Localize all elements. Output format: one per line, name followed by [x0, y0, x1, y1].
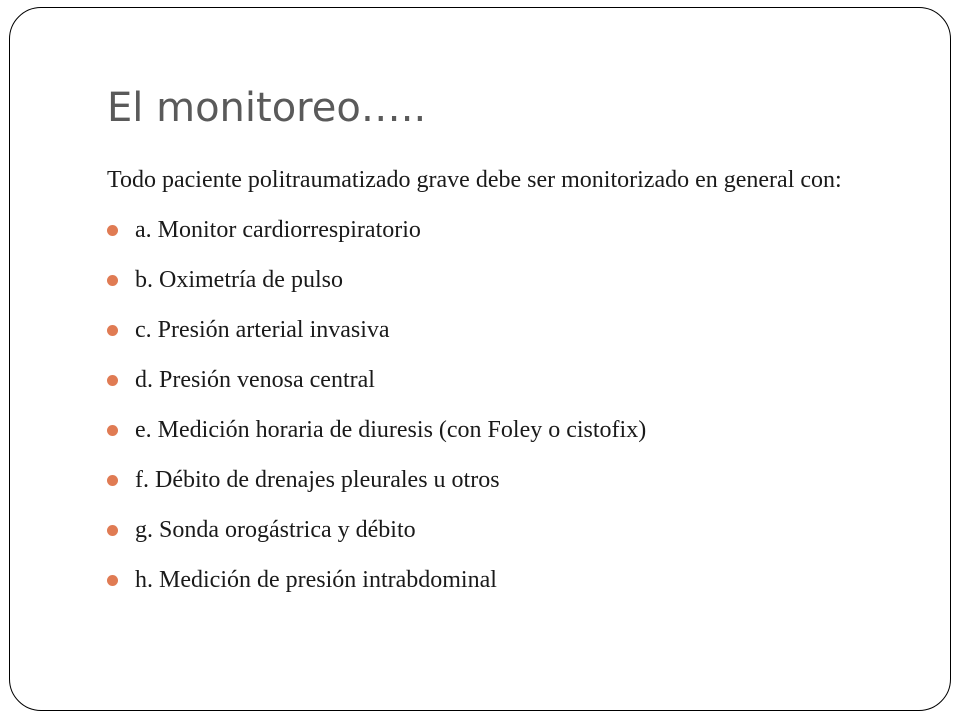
- list-item: [107, 562, 897, 598]
- list-item: [107, 312, 897, 348]
- list-item-text: h. Medición de presión intrabdominal: [135, 567, 497, 593]
- slide-body: [107, 162, 897, 598]
- bullet-icon: [107, 525, 118, 536]
- list-item: [107, 362, 897, 398]
- list-item-text: f. Débito de drenajes pleurales u otros: [135, 467, 500, 493]
- bullet-icon: [107, 575, 118, 586]
- monitoring-list: [107, 212, 897, 598]
- bullet-icon: [107, 225, 118, 236]
- bullet-icon: [107, 375, 118, 386]
- list-item-text: e. Medición horaria de diuresis (con Foley o cistofix): [135, 417, 647, 443]
- list-item: [107, 512, 897, 548]
- list-item-text: c. Presión arterial invasiva: [135, 317, 390, 343]
- bullet-icon: [107, 325, 118, 336]
- bullet-icon: [107, 475, 118, 486]
- slide-title: El monitoreo…..: [107, 85, 427, 131]
- list-item: [107, 212, 897, 248]
- list-item: [107, 462, 897, 498]
- list-item-text: a. Monitor cardiorrespiratorio: [135, 217, 421, 243]
- list-item-text: g. Sonda orogástrica y débito: [135, 517, 416, 543]
- bullet-icon: [107, 275, 118, 286]
- list-item-text: b. Oximetría de pulso: [135, 267, 343, 293]
- list-item: [107, 412, 897, 448]
- bullet-icon: [107, 425, 118, 436]
- list-item: [107, 262, 897, 298]
- list-item-text: d. Presión venosa central: [135, 367, 375, 393]
- intro-text: Todo paciente politraumatizado grave debe ser monitorizado en general con:: [107, 167, 842, 193]
